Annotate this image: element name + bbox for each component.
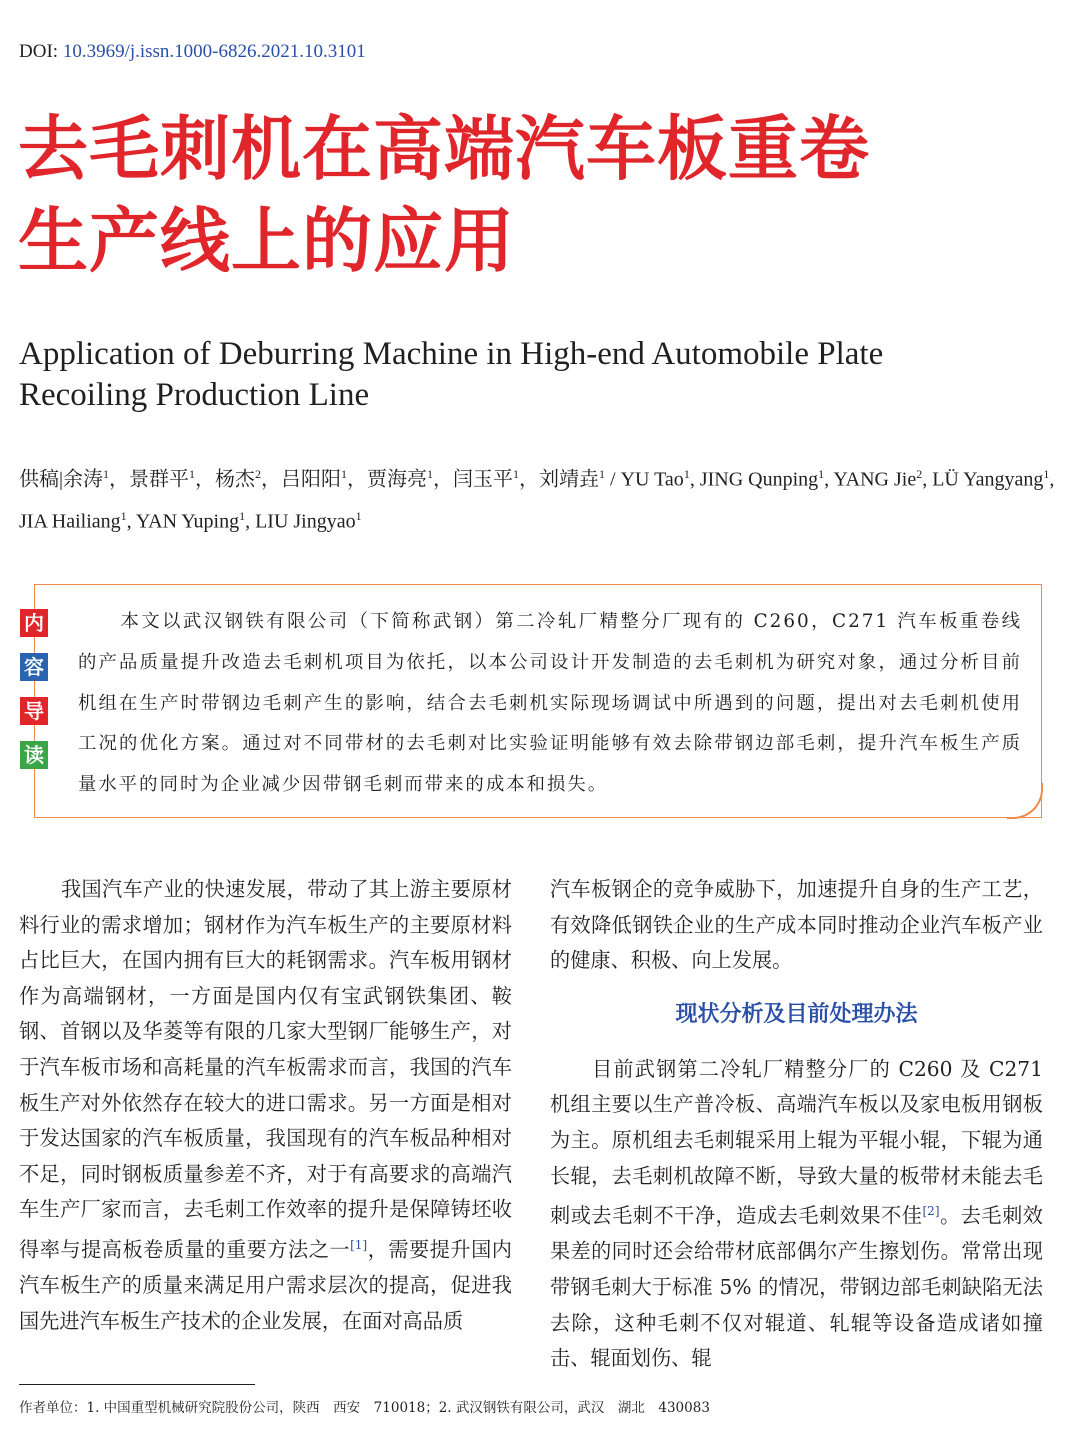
author-name-en: LÜ Yangyang bbox=[932, 468, 1044, 491]
author-affiliation-mark: 1 bbox=[341, 467, 348, 481]
body-text: 目前武钢第二冷轧厂精整分厂的 C260 及 C271 机组主要以生产普冷板、高端汽车板以及家电板用钢板为主。原机组去毛刺辊采用上辊为平辊小辊，下辊为通长辊，去毛刺机故障不断，导致大量的板带材未能去毛刺或去毛刺不干净，造成去毛刺效果不佳 bbox=[550, 1056, 1043, 1228]
author-name-en: JIA Hailiang bbox=[19, 510, 121, 533]
author-affiliation-mark: 1 bbox=[1043, 467, 1050, 481]
author-separator: ， bbox=[109, 468, 130, 491]
body-text: 。去毛刺效果差的同时还会给带材底部偶尔产生擦划伤。常常出现带钢毛刺大于标准 5% 的情况，带钢边部毛刺缺陷无法去除，这种毛刺不仅对辊道、轧辊等设备造成诸如撞击、辊面划伤、辊 bbox=[550, 1203, 1043, 1371]
author-separator: , bbox=[1049, 468, 1055, 491]
abstract-text bbox=[78, 602, 1022, 806]
author-name-cn: 刘靖垚 bbox=[539, 468, 600, 491]
author-affiliation-mark: 1 bbox=[513, 467, 520, 481]
footnote-divider bbox=[19, 1384, 255, 1385]
abstract-badge: 内 bbox=[20, 609, 48, 637]
author-name-cn: 杨杰 bbox=[215, 468, 256, 491]
author-name-en: LIU Jingyao bbox=[255, 510, 356, 533]
author-list bbox=[19, 456, 1064, 539]
author-name-en: YAN Yuping bbox=[135, 510, 240, 533]
abstract-badges bbox=[20, 609, 50, 785]
author-separator: , bbox=[245, 510, 256, 533]
author-affiliation-mark: 1 bbox=[818, 467, 825, 481]
author-lang-separator: / bbox=[605, 468, 621, 491]
author-separator: , bbox=[689, 468, 700, 491]
chinese-title bbox=[18, 103, 1058, 287]
author-affiliation-mark: 1 bbox=[189, 467, 196, 481]
citation-ref[interactable]: [1] bbox=[350, 1237, 368, 1252]
abstract-body: 本文以武汉钢铁有限公司（下简称武钢）第二冷轧厂精整分厂现有的 C260，C271 汽车板重卷线的产品质量提升改造去毛刺机项目为依托，以本公司设计开发制造的去毛刺机为研究对象，通过分析目前机组在生产时带钢边毛刺产生的影响，结合去毛刺机实际现场调试中所遇到的问题，提出对去毛刺机使用工况的优化方案。通过对不同带材的去毛刺对比实验证明能够有效去除带钢边部毛刺，提升汽车板生产质量水平的同时为企业减少因带钢毛刺而带来的成本和损失。 bbox=[78, 611, 1022, 796]
author-separator: ， bbox=[261, 468, 282, 491]
author-affiliation-mark: 1 bbox=[103, 467, 110, 481]
author-affiliation-mark: 2 bbox=[916, 467, 923, 481]
author-name-en: YU Tao bbox=[620, 468, 684, 491]
author-name-cn: 景群平 bbox=[129, 468, 190, 491]
author-affiliation-mark: 1 bbox=[355, 508, 362, 523]
author-name-cn: 闫玉平 bbox=[453, 468, 514, 491]
author-affiliation-mark: 1 bbox=[683, 467, 690, 481]
author-separator: ， bbox=[347, 468, 368, 491]
author-separator: ， bbox=[519, 468, 540, 491]
english-title-line-1: Application of Deburring Machine in High-end Automobile Plate bbox=[19, 336, 884, 372]
author-affiliation-mark: 1 bbox=[120, 508, 127, 523]
author-separator: , bbox=[824, 468, 834, 491]
author-name-cn: 余涛 bbox=[63, 468, 104, 491]
author-name-en: YANG Jie bbox=[833, 468, 917, 491]
doi-line bbox=[19, 41, 366, 63]
author-affiliation-mark: 1 bbox=[239, 508, 246, 523]
citation-ref[interactable]: [2] bbox=[922, 1204, 940, 1219]
chinese-title-line-2: 生产线上的应用 bbox=[18, 200, 515, 282]
author-separator: ， bbox=[433, 468, 454, 491]
section-heading: 现状分析及目前处理办法 bbox=[675, 1001, 918, 1027]
author-name-cn: 贾海亮 bbox=[367, 468, 428, 491]
english-title-line-2: Recoiling Production Line bbox=[19, 377, 370, 413]
abstract-badge: 读 bbox=[20, 741, 48, 769]
body-text: ，需要提升国内汽车板生产的质量来满足用户需求层次的提高，促进我国先进汽车板生产技术的企业发展，在面对高品质 bbox=[19, 1237, 512, 1333]
doi-link[interactable]: 10.3969/j.issn.1000-6826.2021.10.3101 bbox=[62, 41, 366, 62]
author-separator: , bbox=[922, 468, 933, 491]
abstract-badge: 容 bbox=[20, 653, 48, 681]
chinese-title-line-1: 去毛刺机在高端汽车板重卷 bbox=[18, 108, 870, 190]
doi-label: DOI: bbox=[19, 41, 63, 62]
author-name-cn: 吕阳阳 bbox=[281, 468, 342, 491]
body-paragraph bbox=[19, 872, 512, 1339]
author-separator: ， bbox=[195, 468, 216, 491]
author-name-en: JING Qunping bbox=[699, 468, 819, 491]
author-affiliation-mark: 1 bbox=[599, 467, 606, 481]
author-separator: , bbox=[126, 510, 136, 533]
author-affiliation-mark: 1 bbox=[427, 467, 434, 481]
body-column-left bbox=[19, 872, 512, 1339]
author-prefix: 供稿| bbox=[19, 468, 64, 491]
body-column-right bbox=[550, 872, 1043, 1377]
abstract-badge: 导 bbox=[20, 697, 48, 725]
author-affiliation-footnote: 作者单位：1. 中国重型机械研究院股份公司，陕西 西安 710018；2. 武汉钢铁有限公司，武汉 湖北 430083 bbox=[19, 1400, 710, 1416]
english-title bbox=[19, 334, 1059, 416]
author-affiliation-mark: 2 bbox=[255, 467, 262, 481]
body-text: 我国汽车产业的快速发展，带动了其上游主要原材料行业的需求增加；钢材作为汽车板生产的主要原材料占比巨大，在国内拥有巨大的耗钢需求。汽车板用钢材作为高端钢材，一方面是国内仅有宝武钢铁集团、鞍钢、首钢以及华菱等有限的几家大型钢厂能够生产，对于汽车板市场和高耗量的汽车板需求而言，我国的汽车板生产对外依然存在较大的进口需求。另一方面是相对于发达国家的汽车板质量，我国现有的汽车板品种相对不足，同时钢板质量参差不齐，对于有高要求的高端汽车生产厂家而言，去毛刺工作效率的提升是保障铸坯收得率与提高板卷质量的重要方法之一 bbox=[19, 877, 512, 1262]
body-paragraph: 汽车板钢企的竞争威胁下，加速提升自身的生产工艺，有效降低钢铁企业的生产成本同时推动企业汽车板产业的健康、积极、向上发展。 bbox=[550, 877, 1043, 973]
body-paragraph bbox=[550, 1052, 1043, 1377]
